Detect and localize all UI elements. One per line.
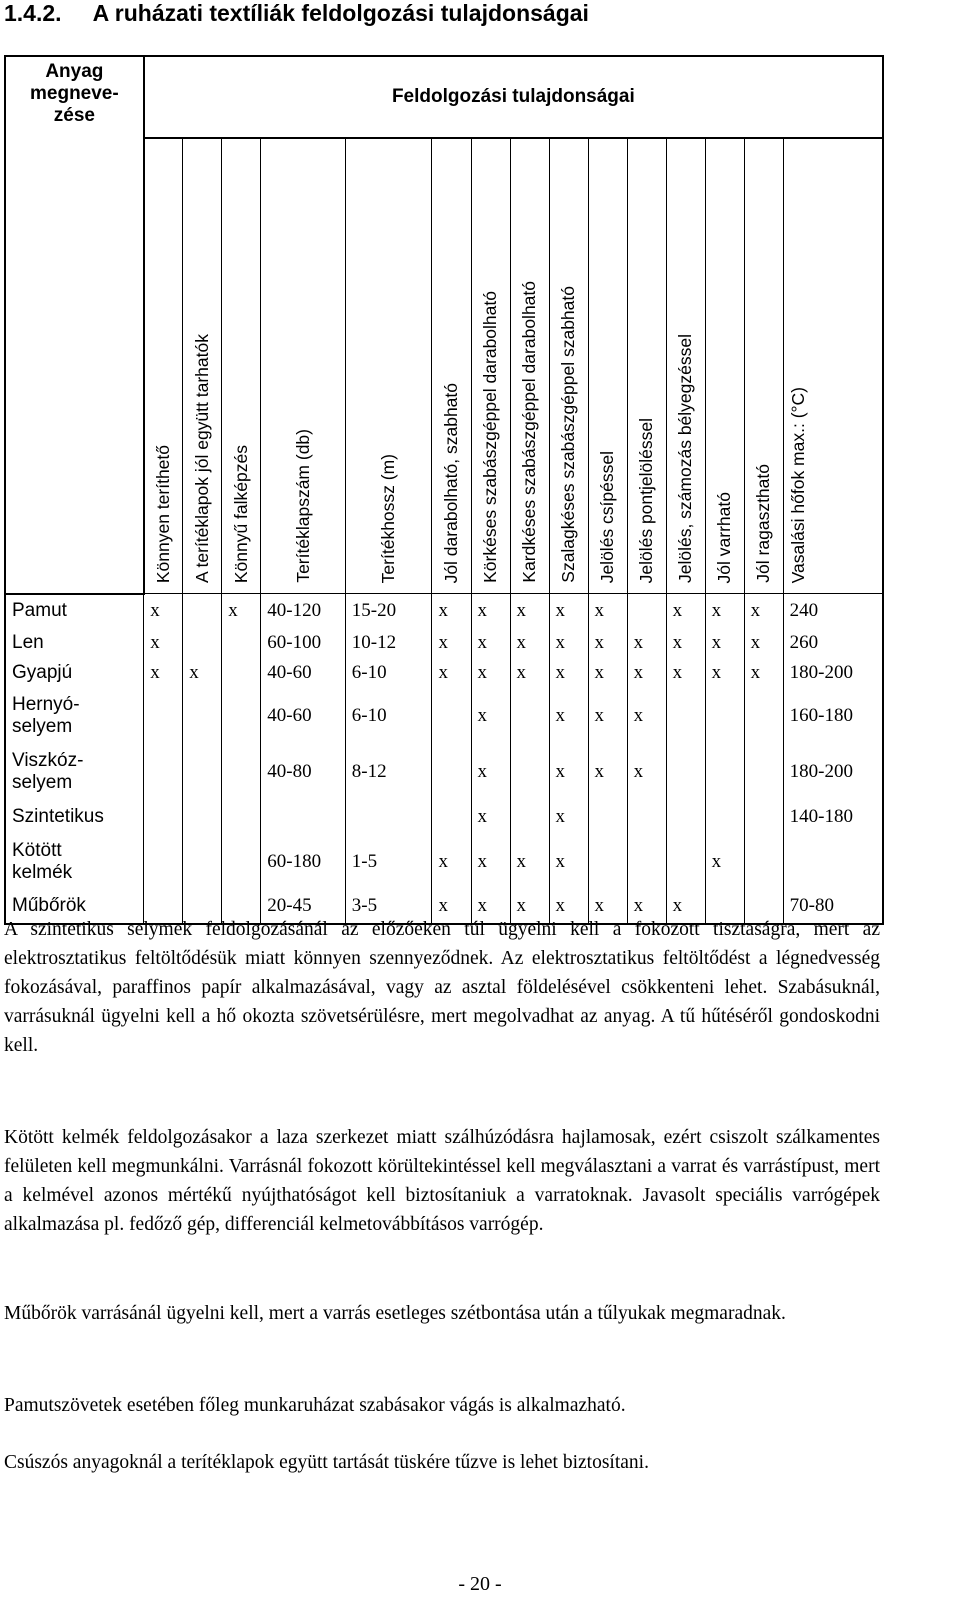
table-cell [432,800,471,834]
column-header-label: Könnyen teríthető [152,444,173,583]
table-cell: x [744,658,783,688]
table-cell [627,834,666,890]
table-cell: x [222,594,261,628]
table-cell: 40-60 [261,658,346,688]
table-cell [666,744,705,800]
table-cell: x [549,594,588,628]
material-name: Szintetikus [5,800,144,834]
paragraph: A szintetikus selymek feldolgozásánál az előzőeken túl ügyelni kell a fokozott tisztaságra, mert az elektrosztatikus feltöltődésük miatt könnyen szennyeződnek. Az elektrosztatikus feltöltődést a légnedvesség fokozásával, paraffinos papír alkalmazásával, vagy az asztal földelésével csökkenteni lehet. Szabásuknál, varrásuknál ügyelni kell a hő okozta szövetsérülésre, mert megolvadhat az anyag. A tű hűtéséről gondoskodni kell. [4,919,880,1056]
material-name: Len [5,628,144,658]
table-cell [432,688,471,744]
table-cell [666,688,705,744]
column-header [510,138,549,594]
column-header-label: Jelölés csípéssel [597,450,618,583]
column-header-label: Körkéses szabászgéppel darabolható [480,291,500,583]
table-cell: 6-10 [345,688,432,744]
paragraph: Kötött kelmék feldolgozásakor a laza szerkezet miatt szálhúzódásra hajlamosak, ezért csiszolt szálkamentes felületen kell megmunkálni. Varrásnál fokozott körültekintéssel kell megválasztani a varrat és varrástípust, mert a kelmével azonos mértékű nyújthatóságot kell biztosítaniuk a varratoknak. Javasolt speciális varrógépek alkalmazása pl. fedőző gép, differenciál kelmetovábbításos varrógép. [4,1127,880,1235]
table-cell [705,688,744,744]
table-cell: 8-12 [345,744,432,800]
column-header-label: A terítéklapok jól együtt tarhatók [191,333,212,583]
table-cell: 140-180 [783,800,883,834]
table-cell: x [627,744,666,800]
table-cell: x [432,628,471,658]
paragraph: Csúszós anyagoknál a terítéklapok együtt tartását tüskére tűzve is lehet biztosítani. [4,1452,649,1473]
table-cell: 3-5 [345,890,432,924]
table-cell: x [588,658,627,688]
material-name: Kötött kelmék [5,834,144,890]
table-cell: x [432,594,471,628]
table-cell: x [666,628,705,658]
table-cell [705,744,744,800]
material-name: Pamut [5,594,144,628]
table-cell: x [705,658,744,688]
table-cell: 60-180 [261,834,346,890]
table-cell: x [588,744,627,800]
table-cell: x [744,628,783,658]
table-cell: x [510,628,549,658]
page-number: - 20 - [458,1573,502,1595]
column-header-label: Terítékhossz (m) [378,453,399,583]
properties-table [4,55,884,925]
table-row [5,594,883,628]
table-cell: 40-120 [261,594,346,628]
table-cell [744,800,783,834]
material-name: Gyapjú [5,658,144,688]
table-cell [261,800,346,834]
table-cell: x [705,594,744,628]
table-cell: x [549,658,588,688]
table-cell: x [471,688,510,744]
table-cell: x [471,744,510,800]
table-cell: x [627,628,666,658]
table-cell: x [744,594,783,628]
paragraph: Pamutszövetek esetében főleg munkaruházat szabásakor vágás is alkalmazható. [4,1395,626,1416]
table-cell: x [588,628,627,658]
table-cell [744,834,783,890]
table-row [5,628,883,658]
table-cell: x [471,890,510,924]
table-cell [144,834,183,890]
table-row [5,658,883,688]
column-header [261,138,346,594]
table-cell: x [432,890,471,924]
table-cell [783,834,883,890]
column-header [588,138,627,594]
column-header-label: Terítéklapszám (db) [292,429,313,583]
table-cell: x [627,890,666,924]
table-cell [222,688,261,744]
table-cell: 60-100 [261,628,346,658]
table-cell [183,800,222,834]
processing-properties-header: Feldolgozási tulajdonságai [144,56,883,138]
table-cell [222,658,261,688]
table-cell [183,834,222,890]
table-cell: 1-5 [345,834,432,890]
table-cell [144,800,183,834]
table-cell [744,688,783,744]
table-cell [222,834,261,890]
section-heading: 1.4.2. A ruházati textíliák feldolgozási tulajdonságai [4,0,589,26]
table-cell [222,744,261,800]
table-cell: 10-12 [345,628,432,658]
table-row [5,688,883,744]
table-cell [144,744,183,800]
table-cell: x [705,834,744,890]
table-cell: x [549,688,588,744]
material-name-header: Anyag megneve- zése [5,56,144,594]
table-cell [183,688,222,744]
table-cell [183,594,222,628]
table-cell [666,800,705,834]
table-cell [588,800,627,834]
table-cell: x [588,688,627,744]
table-cell: x [510,594,549,628]
table-cell: x [627,688,666,744]
table-cell: x [627,658,666,688]
column-header [471,138,510,594]
column-header [549,138,588,594]
table-cell: x [144,594,183,628]
column-header-label: Jól darabolható, szabható [440,382,461,583]
table-cell: x [471,594,510,628]
column-header-label: Vasalási hőfok max.: (°C) [787,386,808,583]
table-cell: x [549,744,588,800]
table-cell: x [144,658,183,688]
column-header [345,138,432,594]
table-row [5,834,883,890]
column-header [666,138,705,594]
column-header [705,138,744,594]
properties-table-wrap [4,55,884,915]
material-name: Viszkóz- selyem [5,744,144,800]
table-cell: x [471,800,510,834]
table-cell [510,800,549,834]
table-cell [705,800,744,834]
table-cell: x [549,628,588,658]
table-cell: x [666,890,705,924]
table-row [5,744,883,800]
table-cell: x [183,658,222,688]
table-cell: x [549,800,588,834]
table-cell: 6-10 [345,658,432,688]
table-cell [588,834,627,890]
table-cell [666,834,705,890]
table-cell: x [666,658,705,688]
column-header-label: Jelölés pontjelöléssel [636,417,657,583]
column-header [183,138,222,594]
table-cell [222,628,261,658]
table-cell: x [510,890,549,924]
table-cell: x [588,594,627,628]
table-cell: 240 [783,594,883,628]
table-cell: x [510,658,549,688]
material-name: Hernyó- selyem [5,688,144,744]
column-header [432,138,471,594]
column-header [144,138,183,594]
table-cell: 160-180 [783,688,883,744]
column-header-label: Szalagkéses szabászgéppel szabható [558,286,579,583]
column-header-label: Jelölés, számozás bélyegzéssel [675,333,696,583]
table-cell: x [432,834,471,890]
table-cell: x [471,834,510,890]
table-cell: x [549,890,588,924]
table-cell [222,800,261,834]
table-cell [627,800,666,834]
table-cell: x [144,628,183,658]
table-cell: 15-20 [345,594,432,628]
table-cell: 260 [783,628,883,658]
table-cell [345,800,432,834]
table-cell [183,744,222,800]
table-cell: x [510,834,549,890]
table-cell: 70-80 [783,890,883,924]
table-cell: x [666,594,705,628]
table-cell [627,594,666,628]
table-cell: x [705,628,744,658]
column-header-label: Könnyű falképzés [230,444,251,583]
table-cell [510,744,549,800]
material-name: Műbőrök [5,890,144,924]
column-header [744,138,783,594]
column-header [222,138,261,594]
column-header [627,138,666,594]
column-header-label: Jól ragasztható [753,464,774,583]
column-header [783,138,883,594]
table-cell: x [471,628,510,658]
table-cell: x [432,658,471,688]
table-cell: x [471,658,510,688]
column-header-label: Kardkéses szabászgéppel darabolható [519,281,540,583]
table-cell [183,628,222,658]
table-cell: 40-80 [261,744,346,800]
paragraph: Műbőrök varrásánál ügyelni kell, mert a varrás esetleges szétbontása után a tűlyukak megmaradnak. [4,1303,786,1324]
table-cell: 40-60 [261,688,346,744]
table-cell: 180-200 [783,658,883,688]
table-row [5,800,883,834]
table-cell: 20-45 [261,890,346,924]
table-cell: x [588,890,627,924]
table-cell [510,688,549,744]
table-cell [432,744,471,800]
table-cell: 180-200 [783,744,883,800]
column-header-label: Jól varrható [714,491,735,583]
table-cell [144,688,183,744]
table-cell [744,744,783,800]
table-cell: x [549,834,588,890]
